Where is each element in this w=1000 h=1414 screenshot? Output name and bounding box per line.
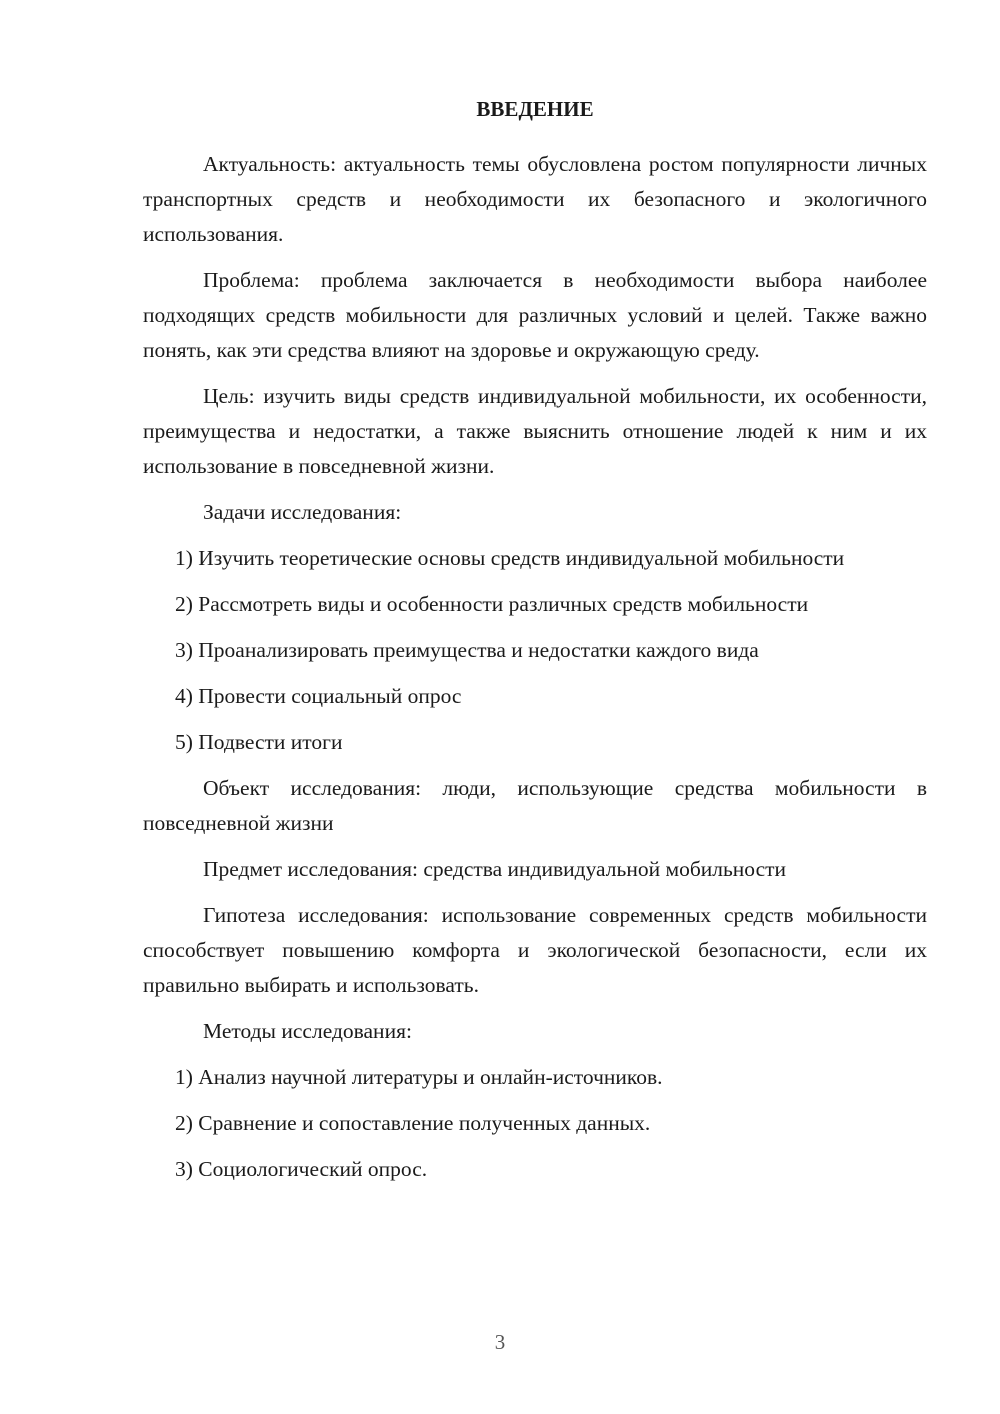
task-item-4: 4) Провести социальный опрос xyxy=(175,684,462,708)
page-number: 3 xyxy=(494,1330,506,1354)
method-item-2: 2) Сравнение и сопоставление полученных данных. xyxy=(175,1111,651,1135)
page-title: ВВЕДЕНИЕ xyxy=(476,97,594,121)
task-item-2: 2) Рассмотреть виды и особенности различных средств мобильности xyxy=(175,592,809,616)
methods-heading: Методы исследования: xyxy=(203,1019,412,1043)
hypothesis-paragraph: Гипотеза исследования: использование современных средств мобильности способствует повышению комфорта и экологической безопасности, если их правильно выбирать и использовать. xyxy=(143,903,927,997)
method-item-1: 1) Анализ научной литературы и онлайн-источников. xyxy=(175,1065,663,1089)
document-page xyxy=(143,92,927,1198)
goal-paragraph: Цель: изучить виды средств индивидуальной мобильности, их особенности, преимущества и недостатки, а также выяснить отношение людей к ним и их использование в повседневной жизни. xyxy=(143,384,927,478)
tasks-heading: Задачи исследования: xyxy=(203,500,402,524)
relevance-paragraph: Актуальность: актуальность темы обусловлена ростом популярности личных транспортных средств и необходимости их безопасного и экологичного использования. xyxy=(143,152,927,246)
task-item-5: 5) Подвести итоги xyxy=(175,730,343,754)
object-paragraph: Объект исследования: люди, использующие средства мобильности в повседневной жизни xyxy=(143,776,927,835)
task-item-3: 3) Проанализировать преимущества и недостатки каждого вида xyxy=(175,638,759,662)
method-item-3: 3) Социологический опрос. xyxy=(175,1157,428,1181)
subject-paragraph: Предмет исследования: средства индивидуальной мобильности xyxy=(203,857,787,881)
problem-paragraph: Проблема: проблема заключается в необходимости выбора наиболее подходящих средств мобильности для различных условий и целей. Также важно понять, как эти средства влияют на здоровье и окружающую среду. xyxy=(143,268,927,362)
task-item-1: 1) Изучить теоретические основы средств индивидуальной мобильности xyxy=(175,546,845,570)
